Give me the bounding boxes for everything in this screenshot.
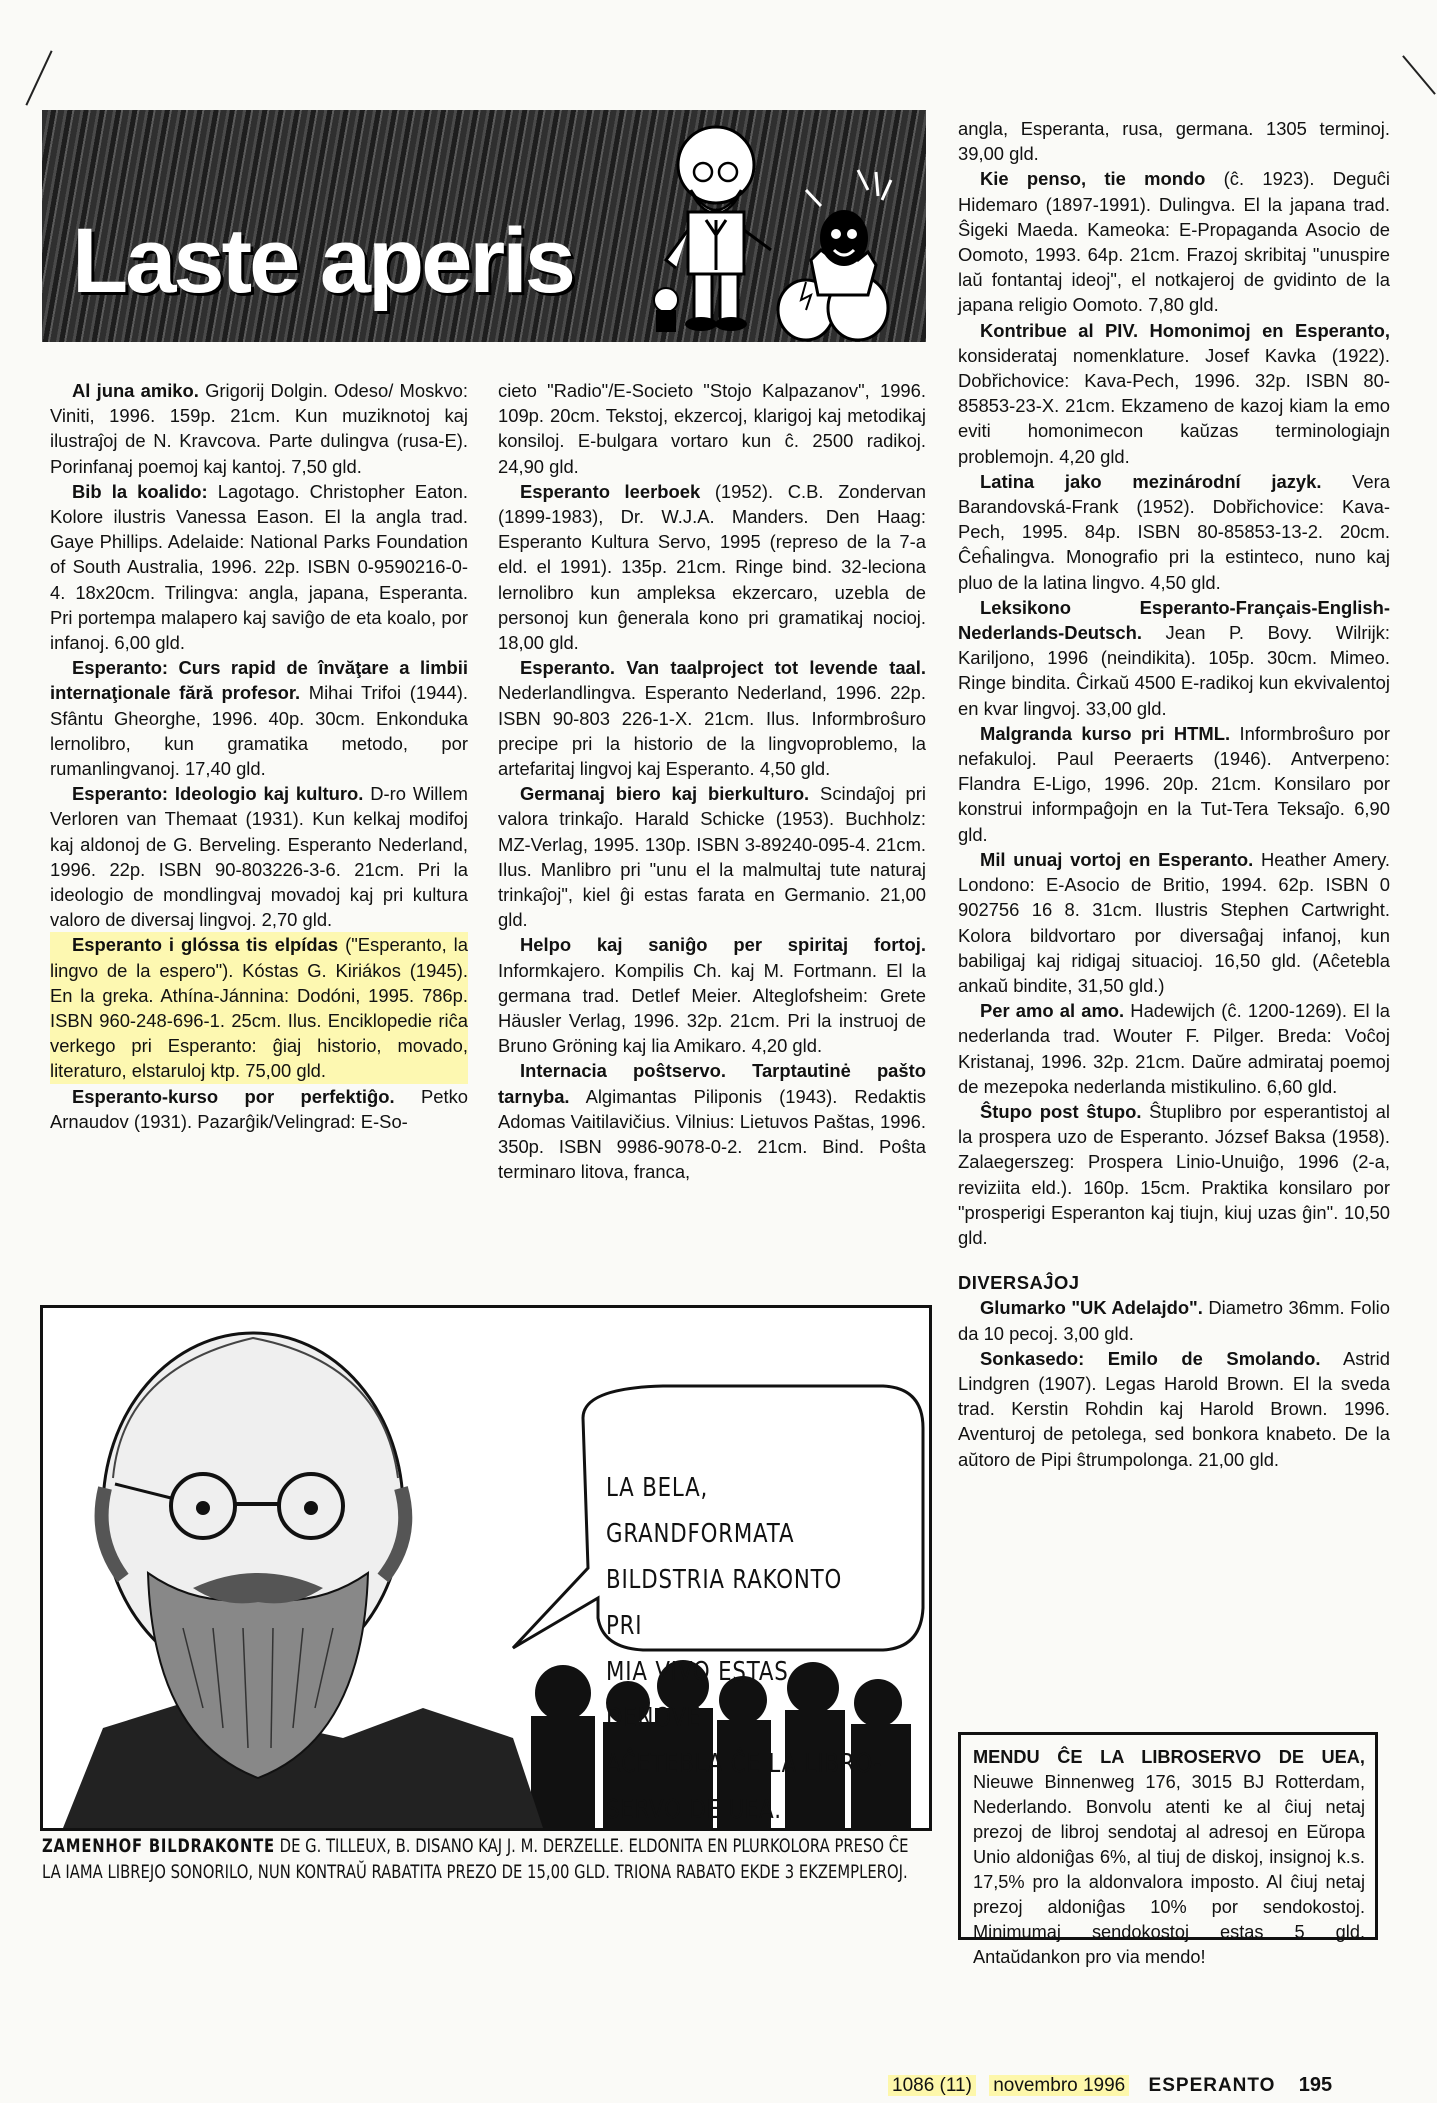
page-footer: [888, 2074, 1332, 2097]
book-entry: Malgranda kurso pri HTML. Informbroŝuro por nefakuloj. Paul Peeraerts (1946). Antverpeno: Flandra E-Ligo, 1996. 20p. 21cm. Konsilaro por konstrui informpaĝojn en la Tut-Tera Teksaĵo. 6,90 gld.: [958, 722, 1390, 845]
book-entry: Latina jako mezinárodní jazyk. Vera Barandovská-Frank (1952). Dobřichovice: Kava-Pech, 1995. 84p. ISBN 80-85853-13-2. 20cm. Ĉeĥalingva. Monografio pri la estinteco, nuno kaj pluo de la latina lingvo. 4,50 gld.: [958, 470, 1390, 593]
book-entry: Per amo al amo. Hadewijch (ĉ. 1200-1269). El la nederlanda trad. Wouter F. Pilger. Breda: Voĉoj Kristanaj, 1996. 32p. 21cm. Daŭre admirataj poemoj de mezepoka nederlanda mistikulino. 6,60 gld.: [958, 1000, 1390, 1097]
header-banner: [42, 110, 926, 342]
book-entry: Esperanto leerboek (1952). C.B. Zondervan (1899-1983), Dr. W.J.A. Manders. Den Haag: Esperanto Kultura Servo, 1995 (represo de la 7-a eld. el 1991). 135p. 21cm. Ringe bind. 32-leciona lernolibro kun ampleksa ekzercaro, uzebla de personoj kun ĝenerala kono pri gramatikaj nocioj. 18,00 gld.: [498, 480, 926, 654]
book-entry: Germanaj biero kaj bierkulturo. Scindaĵoj pri valora trinkaĵo. Harald Schicke (1953). Buchholz: MZ-Verlag, 1995. 130p. ISBN 3-89240-095-4. 21cm. Ilus. Manlibro pri "unu el la malmultaj tute naturaj trinkaĵoj", kiel ĝi estas farata en Germanio. 21,00 gld.: [498, 783, 926, 931]
corner-mark-left: [25, 50, 52, 105]
cartoon-illustration: [606, 110, 926, 342]
merch-entry: Glumarko "UK Adelajdo". Diametro 36mm. Folio da 10 pecoj. 3,00 gld.: [958, 1297, 1390, 1344]
book-entry: Kie penso, tie mondo (ĉ. 1923). Deguĉi Hidemaro (1897-1991). Dulingva. El la japana trad. Ŝigeki Maeda. Kameoka: E-Propaganda Asocio de Oomoto, 1993. 64p. 21cm. Frazoj skribitaj "unuspire laŭ fontantaj ideoj", el notkajeroj de gvidinto de la japana religio Oomoto. 7,80 gld.: [958, 168, 1390, 316]
corner-mark-right: [1402, 55, 1436, 95]
comic-caption: ZAMENHOF BILDRAKONTE DE G. TILLEUX, B. DISANO KAJ J. M. DERZELLE. ELDONITA EN PLURKOLORA PRESO ĈE LA IAMA LIBREJO SONORILO, NUN KONTRAŬ RABATITA PREZO DE 15,00 GLD. TRIONA RABATO EKDE 3 EKZEMPLEROJ.: [42, 1836, 909, 1883]
book-entry: Internacia poŝtservo. Tarptautinė pašto tarnyba. Algimantas Piliponis (1943). Redaktis Adomas Vaitilavičius. Vilnius: Lietuvos Paštas, 1996. 350p. ISBN 9986-9078-0-2. 21cm. Bind. Poŝta terminaro litova, franca,: [498, 1060, 926, 1183]
book-entry: Leksikono Esperanto-Français-English-Nederlands-Deutsch. Jean P. Bovy. Wilrijk: Kariljono, 1996 (neindikita). 105p. 30cm. Mimeo. Ringe bindita. Ĉirkaŭ 4500 E-radikoj kun ekvivalentoj en kvar lingvoj. 33,00 gld.: [958, 596, 1390, 719]
book-entry: Kontribue al PIV. Homonimoj en Esperanto, konsiderataj nomenklature. Josef Kavka (1922). Dobřichovice: Kava-Pech, 1996. 32p. ISBN 80-85853-23-X. 21cm. Ekzameno de kazoj kiam la emo eviti homonimecon kaŭzas terminologiajn problemojn. 4,20 gld.: [958, 319, 1390, 467]
book-entry: Ŝtupo post ŝtupo. Ŝtuplibro por esperantistoj al la prospera uzo de Esperanto. József Baksa (1958). Zalaegerszeg: Prospera Linio-Unuiĝo, 1996 (2-a, reviziita eld.). 160p. 15cm. Praktika konsilaro por "prosperigi Esperanton kaj tiujn, kiuj uzas ĝin". 10,50 gld.: [958, 1100, 1390, 1248]
comic-panel: [40, 1305, 932, 1831]
book-entry: Bib la koalido: Lagotago. Christopher Eaton. Kolore ilustris Vanessa Eason. El la angla trad. Gaye Phillips. Adelaide: National Parks Foundation of South Australia, 1996. 22p. ISBN 0-9590216-0-4. 18x20cm. Trilingva: angla, japana, Esperanta. Pri portempa malapero kaj saviĝo de eta koalo, por infanoj. 6,00 gld.: [50, 480, 469, 654]
book-entry: Helpo kaj saniĝo per spiritaj fortoj. Informkajero. Kompilis Ch. kaj M. Fortmann. El la germana trad. Detlef Meier. Alteglofsheim: Grete Häusler Verlag, 1996. 32p. 21cm. Pri la instruoj de Bruno Gröning kaj lia Amikaro. 4,20 gld.: [498, 934, 926, 1057]
section-heading: DIVERSAĴOJ: [958, 1272, 1080, 1294]
order-info-box: MENDU ĈE LA LIBROSERVO DE UEA, Nieuwe Binnenweg 176, 3015 BJ Rotterdam, Nederlando. Bonvolu atenti ke al ĉiuj netaj prezoj de libroj sendotaj al adresoj en Eŭropa Unio aldoniĝas 6%, al tiuj de diskoj, insignoj k.s. 17,5% pro la aldonvalora imposto. Al ĉiuj netaj prezoj aldoniĝas 10% por sendokostoj. Minimumaj sendokostoj estas 5 gld. Antaŭdankon pro via mendo!: [958, 1732, 1378, 1940]
book-entry: Esperanto: Curs rapid de învăţare a limbii internaţionale fără profesor. Mihai Trifoi (1944). Sfântu Gheorghe, 1996. 40p. 30cm. Enkonduka lernolibro, kun gramatika metodo, por rumanlingvanoj. 17,40 gld.: [50, 657, 468, 780]
listing-column-2: [498, 378, 926, 1185]
listing-column-3: [958, 116, 1390, 1472]
book-entry: Esperanto-kurso por perfektiĝo. Petko Arnaudov (1931). Pazarĝik/Velingrad: E-So-: [50, 1085, 469, 1132]
magazine-name: ESPERANTO: [1148, 2075, 1276, 2096]
book-entry-highlighted: Esperanto i glóssa tis elpídas ("Esperanto, la lingvo de la espero"). Kóstas G. Kiriákos (1945). En la greka. Athína-Jánnina: Dodóni, 1995. 786p. ISBN 960-248-696-1. 25cm. Ilus. Enciklopedie riĉa verkego pri Esperanto: ĝiaj historio, movado, literaturo, elstaruloj ktp. 75,00 gld.: [50, 932, 468, 1083]
speech-bubble-text: LA BELA, GRANDFORMATA BILDSTRIA RAKONTO PRI MIA VIVO ESTAS DENOVE AĈETEBLA ĈE LA LIBRO- SERVO DE UEA.: [606, 1473, 883, 1825]
book-entry-continued: angla, Esperanta, rusa, germana. 1305 terminoj. 39,00 gld.: [958, 118, 1390, 165]
listing-column-1: [50, 378, 468, 1134]
book-entry: Mil unuaj vortoj en Esperanto. Heather Amery. Londono: E-Asocio de Britio, 1994. 62p. ISBN 0 902756 16 8. 31cm. Ilustris Stephen Cartwright. Kolora bildvortaro por diversaĝaj infanoj, kun babiligaj kaj ridigaj situacioj. 16,50 gld. (Aĉetebla ankaŭ bindite, 31,50 gld.): [958, 848, 1391, 996]
book-entry: Esperanto: Ideologio kaj kulturo. D-ro Willem Verloren van Themaat (1931). Kun kelkaj modifoj kaj aldonoj de G. Berveling. Esperanto Nederland, 1996. 22p. ISBN 90-803226-3-6. 21cm. Pri la ideologio de mondlingvaj movadoj kaj pri kultura valoro de diversaj lingvoj. 2,70 gld.: [50, 783, 468, 931]
book-entry: Al juna amiko. Grigorij Dolgin. Odeso/ Moskvo: Viniti, 1996. 159p. 21cm. Kun muziknotoj kaj ilustraĵoj de N. Kravcova. Parte dulingva (rusa-E). Porinfanaj poemoj kaj kantoj. 7,50 gld.: [50, 380, 468, 477]
page-title: Laste aperis: [72, 210, 573, 312]
page-number: 195: [1298, 2074, 1333, 2096]
book-entry: Esperanto. Van taalproject tot levende taal. Nederlandlingva. Esperanto Nederland, 1996. 22p. ISBN 90-803 226-1-X. 21cm. Ilus. Informbroŝuro precipe pri la historio de la lingvoproblemo, la artefaritaj lingvoj kaj Esperanto. 4,50 gld.: [498, 657, 926, 780]
issue-number: 1086 (11): [888, 2075, 976, 2096]
issue-date: novembro 1996: [989, 2075, 1129, 2096]
book-entry-continued: cieto "Radio"/E-Societo "Stojo Kalpazanov", 1996. 109p. 20cm. Tekstoj, ekzercoj, klarigoj kaj metodikaj konsiloj. E-bulgara vortaro kun ĉ. 2500 radikoj. 24,90 gld.: [498, 380, 926, 477]
merch-entry: Sonkasedo: Emilo de Smolando. Astrid Lindgren (1907). Legas Harold Brown. El la sveda trad. Kerstin Rohdin kaj Harold Brown. 1996. Aventuroj de petolega, sed bonkora knabeto. De la aŭtoro de Pipi ŝtrumpolonga. 21,00 gld.: [958, 1347, 1390, 1470]
